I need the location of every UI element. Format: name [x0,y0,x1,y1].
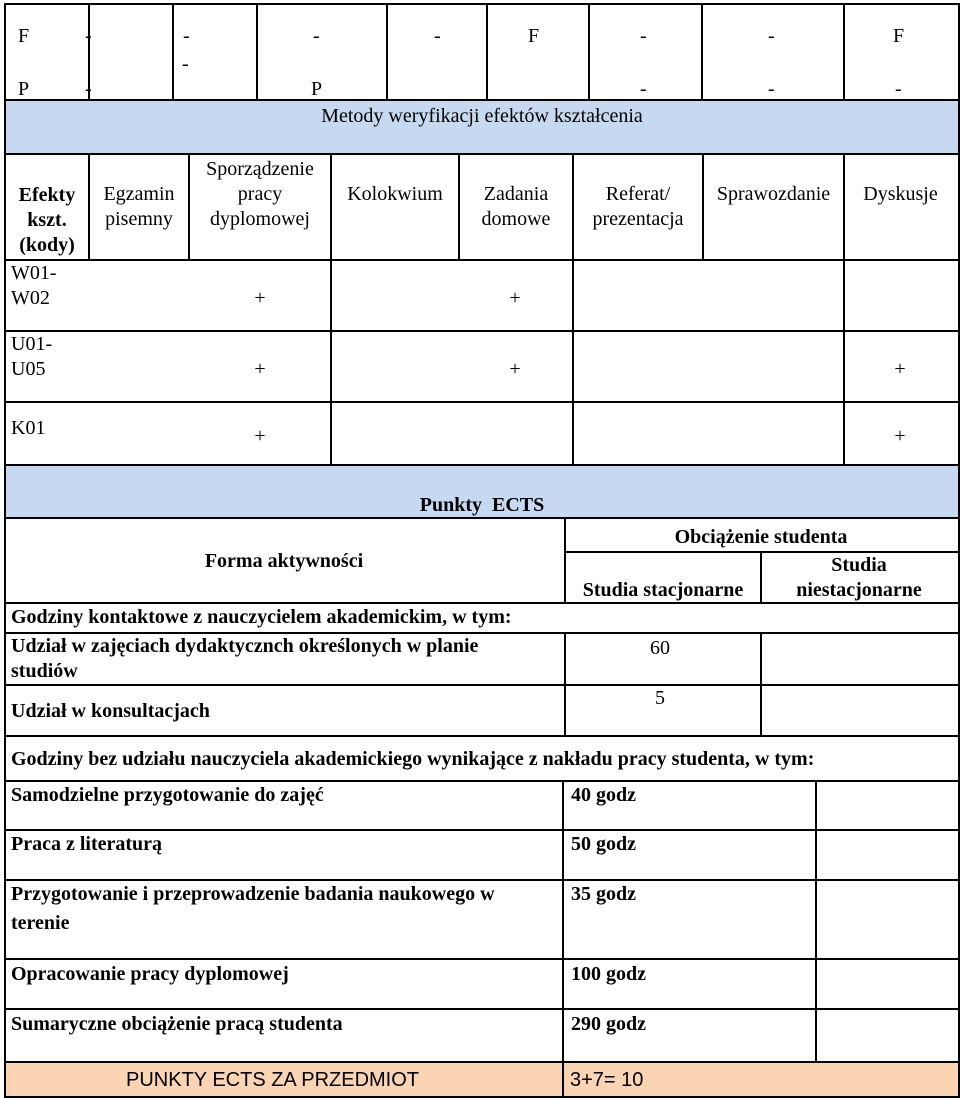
top-row-2-cell: P [18,78,30,100]
self-row-label: Samodzielne przygotowanie do zajęć [11,784,324,806]
top-row-1-cell: F [893,25,905,47]
contact-row-label: Udział w zajęciach dydaktycznch określonych w planie studiów [11,635,479,682]
header-zadania-domowe: Zadania domowe [481,183,551,230]
self-row-stationary: 100 godz [571,963,646,985]
ects-total-value: 3+7= 10 [570,1069,644,1091]
top-row-1-cell: F [18,25,30,47]
row-code-w01-w02: W01- W02 [11,262,57,309]
top-row-1-cell: F [528,25,540,47]
forma-aktywnosci-header: Forma aktywności [204,550,364,572]
ects-total-label: PUNKTY ECTS ZA PRZEDMIOT [126,1069,419,1091]
self-row-label: Praca z literaturą [11,833,163,855]
contact-row-label: Udział w konsultacjach [11,700,210,722]
mark-plus: + [254,287,266,309]
top-row-2-cell: - [182,53,189,75]
top-row-2-cell: - [895,78,902,100]
ects-title: Punkty ECTS [419,494,545,516]
self-row-stationary: 35 godz [571,883,636,905]
header-kolokwium: Kolokwium [347,183,443,205]
self-hours-label: Godziny bez udziału nauczyciela akademickiego wynikające z nakładu pracy studenta, w tym: [11,748,815,770]
self-row-label: Przygotowanie i przeprowadzenie badania naukowego w terenie [11,883,495,934]
self-row-stationary: 290 godz [571,1013,646,1035]
mark-plus: + [894,425,906,447]
top-row-1-cell: - [640,25,647,47]
methods-title: Metody weryfikacji efektów kształcenia [321,105,643,127]
top-row-1-cell: - [768,25,775,47]
top-row-1-cell: - [183,25,190,47]
studia-niestacjonarne-header: Studia niestacjonarne [796,554,922,601]
top-row-2-cell: - [85,78,92,100]
obciazenie-header: Obciążenie studenta [674,526,848,548]
header-sprawozdanie: Sprawozdanie [716,183,831,205]
header-egzamin: Egzamin pisemny [103,183,175,230]
mark-plus: + [509,287,521,309]
self-row-stationary: 50 godz [571,833,636,855]
self-row-label: Opracowanie pracy dyplomowej [11,963,289,985]
header-dyskusje: Dyskusje [863,183,938,205]
self-row-label: Sumaryczne obciążenie pracą studenta [11,1013,343,1035]
top-row-1-cell: - [434,25,441,47]
top-row-1-cell: - [85,25,92,47]
mark-plus: + [894,358,906,380]
top-row-2-cell: P [311,78,323,100]
mark-plus: + [509,358,521,380]
mark-plus: + [254,358,266,380]
top-row-2-cell: - [768,78,775,100]
contact-hours-label: Godziny kontaktowe z nauczycielem akademickim, w tym: [11,606,512,628]
contact-row-stationary: 60 [650,637,670,659]
header-efekty: Efekty kszt. (kody) [18,184,76,256]
top-row-1-cell: - [313,25,320,47]
self-row-stationary: 40 godz [571,784,636,806]
mark-plus: + [254,425,266,447]
contact-row-stationary: 5 [655,687,665,709]
row-code-u01-u05: U01- U05 [11,333,53,380]
top-row-2-cell: - [640,78,647,100]
header-referat: Referat/ prezentacja [592,183,684,230]
row-code-k01: K01 [11,417,46,439]
header-praca-dyplomowa: Sporządzenie pracy dyplomowej [206,158,314,230]
studia-stacjonarne-header: Studia stacjonarne [582,579,744,601]
